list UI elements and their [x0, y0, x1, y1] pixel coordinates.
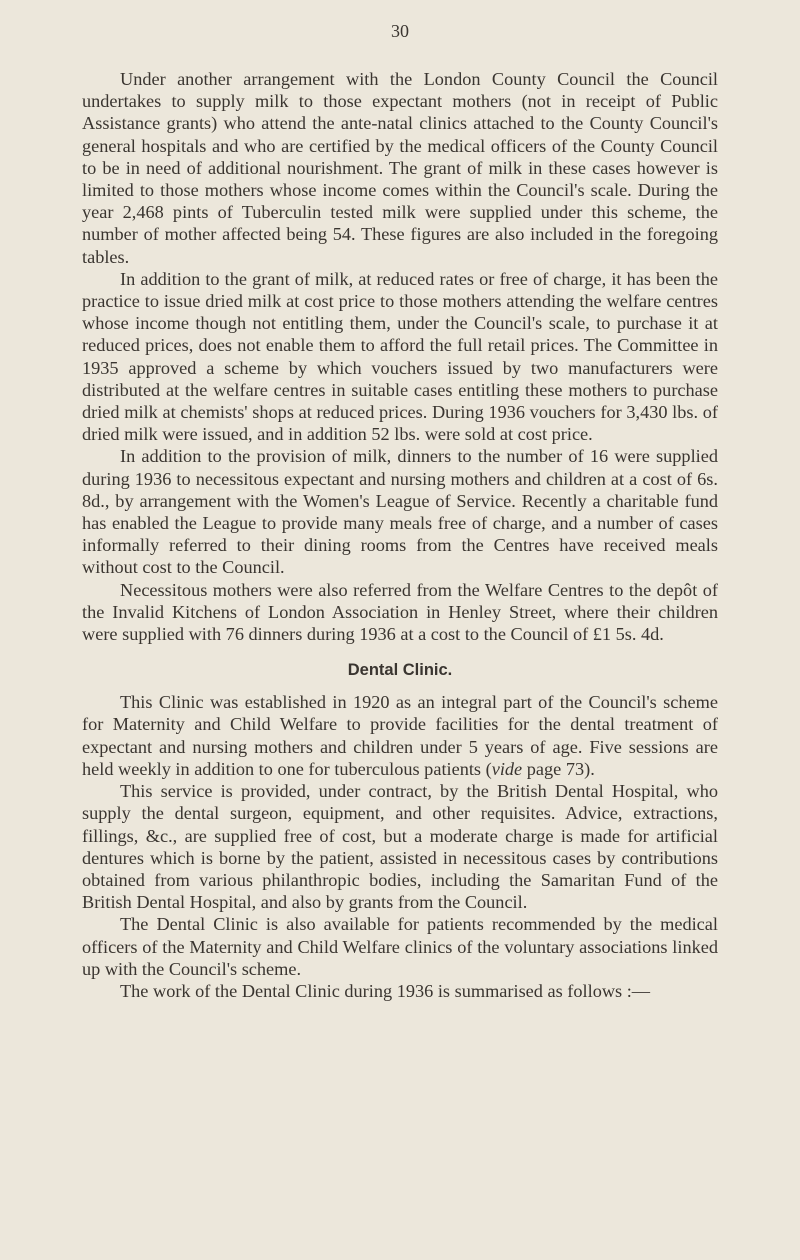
section-heading-dental-clinic: Dental Clinic. — [347, 661, 453, 680]
dental-p1-vide: vide — [491, 758, 523, 779]
paragraph-dental-established — [82, 691, 718, 780]
paragraph-invalid-kitchens: Necessitous mothers were also referred from the Welfare Centres to the depôt of the Invalid Kitchens of London Association in Henley Street, where their children were supplied with 76 dinners during 1936 at a cost to the Council of £1 5s. 4d. — [82, 579, 718, 645]
paragraph-dental-service: This service is provided, under contract, by the British Dental Hospital, who supply the dental surgeon, equipment, and other requisites. Advice, extractions, fillings, &c., are supplied free of cost, but a moderate charge is made for artificial dentures which is borne by the patient, assisted in necessitous cases by contributions obtained from various philanthropic bodies, including the Samaritan Fund of the British Dental Hospital, and also by grants from the Council. — [82, 781, 718, 913]
paragraph-milk-supply: Under another arrangement with the London County Council the Council undertakes to supply milk to those expectant mothers (not in receipt of Public Assistance grants) who attend the ante-natal clinics attached to the County Council's general hospitals and who are certified by the medical officers of the County Council to be in need of additional nourishment. The grant of milk in these cases however is limited to those mothers whose income comes within the Council's scale. During the year 2,468 pints of Tuberculin tested milk were supplied under this scheme, the number of mother affected being 54. These figures are also included in the foregoing tables. — [82, 69, 718, 267]
dental-p1-text: This Clinic was established in 1920 as an integral part of the Council's scheme for Maternity and Child Welfare to provide facilities for the dental treatment of expectant and nursing mothers and children under 5 years of age. Five sessions are held weekly in addition to one for tuberculous patients ( — [82, 692, 718, 779]
document-page — [82, 20, 718, 1002]
paragraph-dried-milk: In addition to the grant of milk, at reduced rates or free of charge, it has been the practice to issue dried milk at cost price to those mothers attending the welfare centres whose income though not entitling them, under the Council's scale, to purchase it at reduced prices, does not enable them to afford the full retail prices. The Committee in 1935 approved a scheme by which vouchers issued by two manufacturers were distributed at the welfare centres in suitable cases entitling these mothers to purchase dried milk at chemists' shops at reduced prices. During 1936 vouchers for 3,430 lbs. of dried milk were issued, and in addition 52 lbs. were sold at cost price. — [82, 268, 718, 445]
paragraph-dental-summary-intro: The work of the Dental Clinic during 1936 is summarised as follows :— — [120, 980, 651, 1001]
paragraph-dental-availability: The Dental Clinic is also available for patients recommended by the medical officers of the Maternity and Child Welfare clinics of the voluntary associations linked up with the Council's scheme. — [82, 914, 718, 979]
paragraph-dinners: In addition to the provision of milk, dinners to the number of 16 were supplied during 1936 to necessitous expectant and nursing mothers and children at a cost of 6s. 8d., by arrangement with the Women's League of Service. Recently a charitable fund has enabled the League to provide many meals free of charge, and a number of cases informally referred to their dining rooms from the Centres have received meals without cost to the Council. — [82, 446, 718, 578]
dental-p1-end: page 73). — [522, 758, 595, 779]
page-number: 30 — [391, 21, 409, 41]
